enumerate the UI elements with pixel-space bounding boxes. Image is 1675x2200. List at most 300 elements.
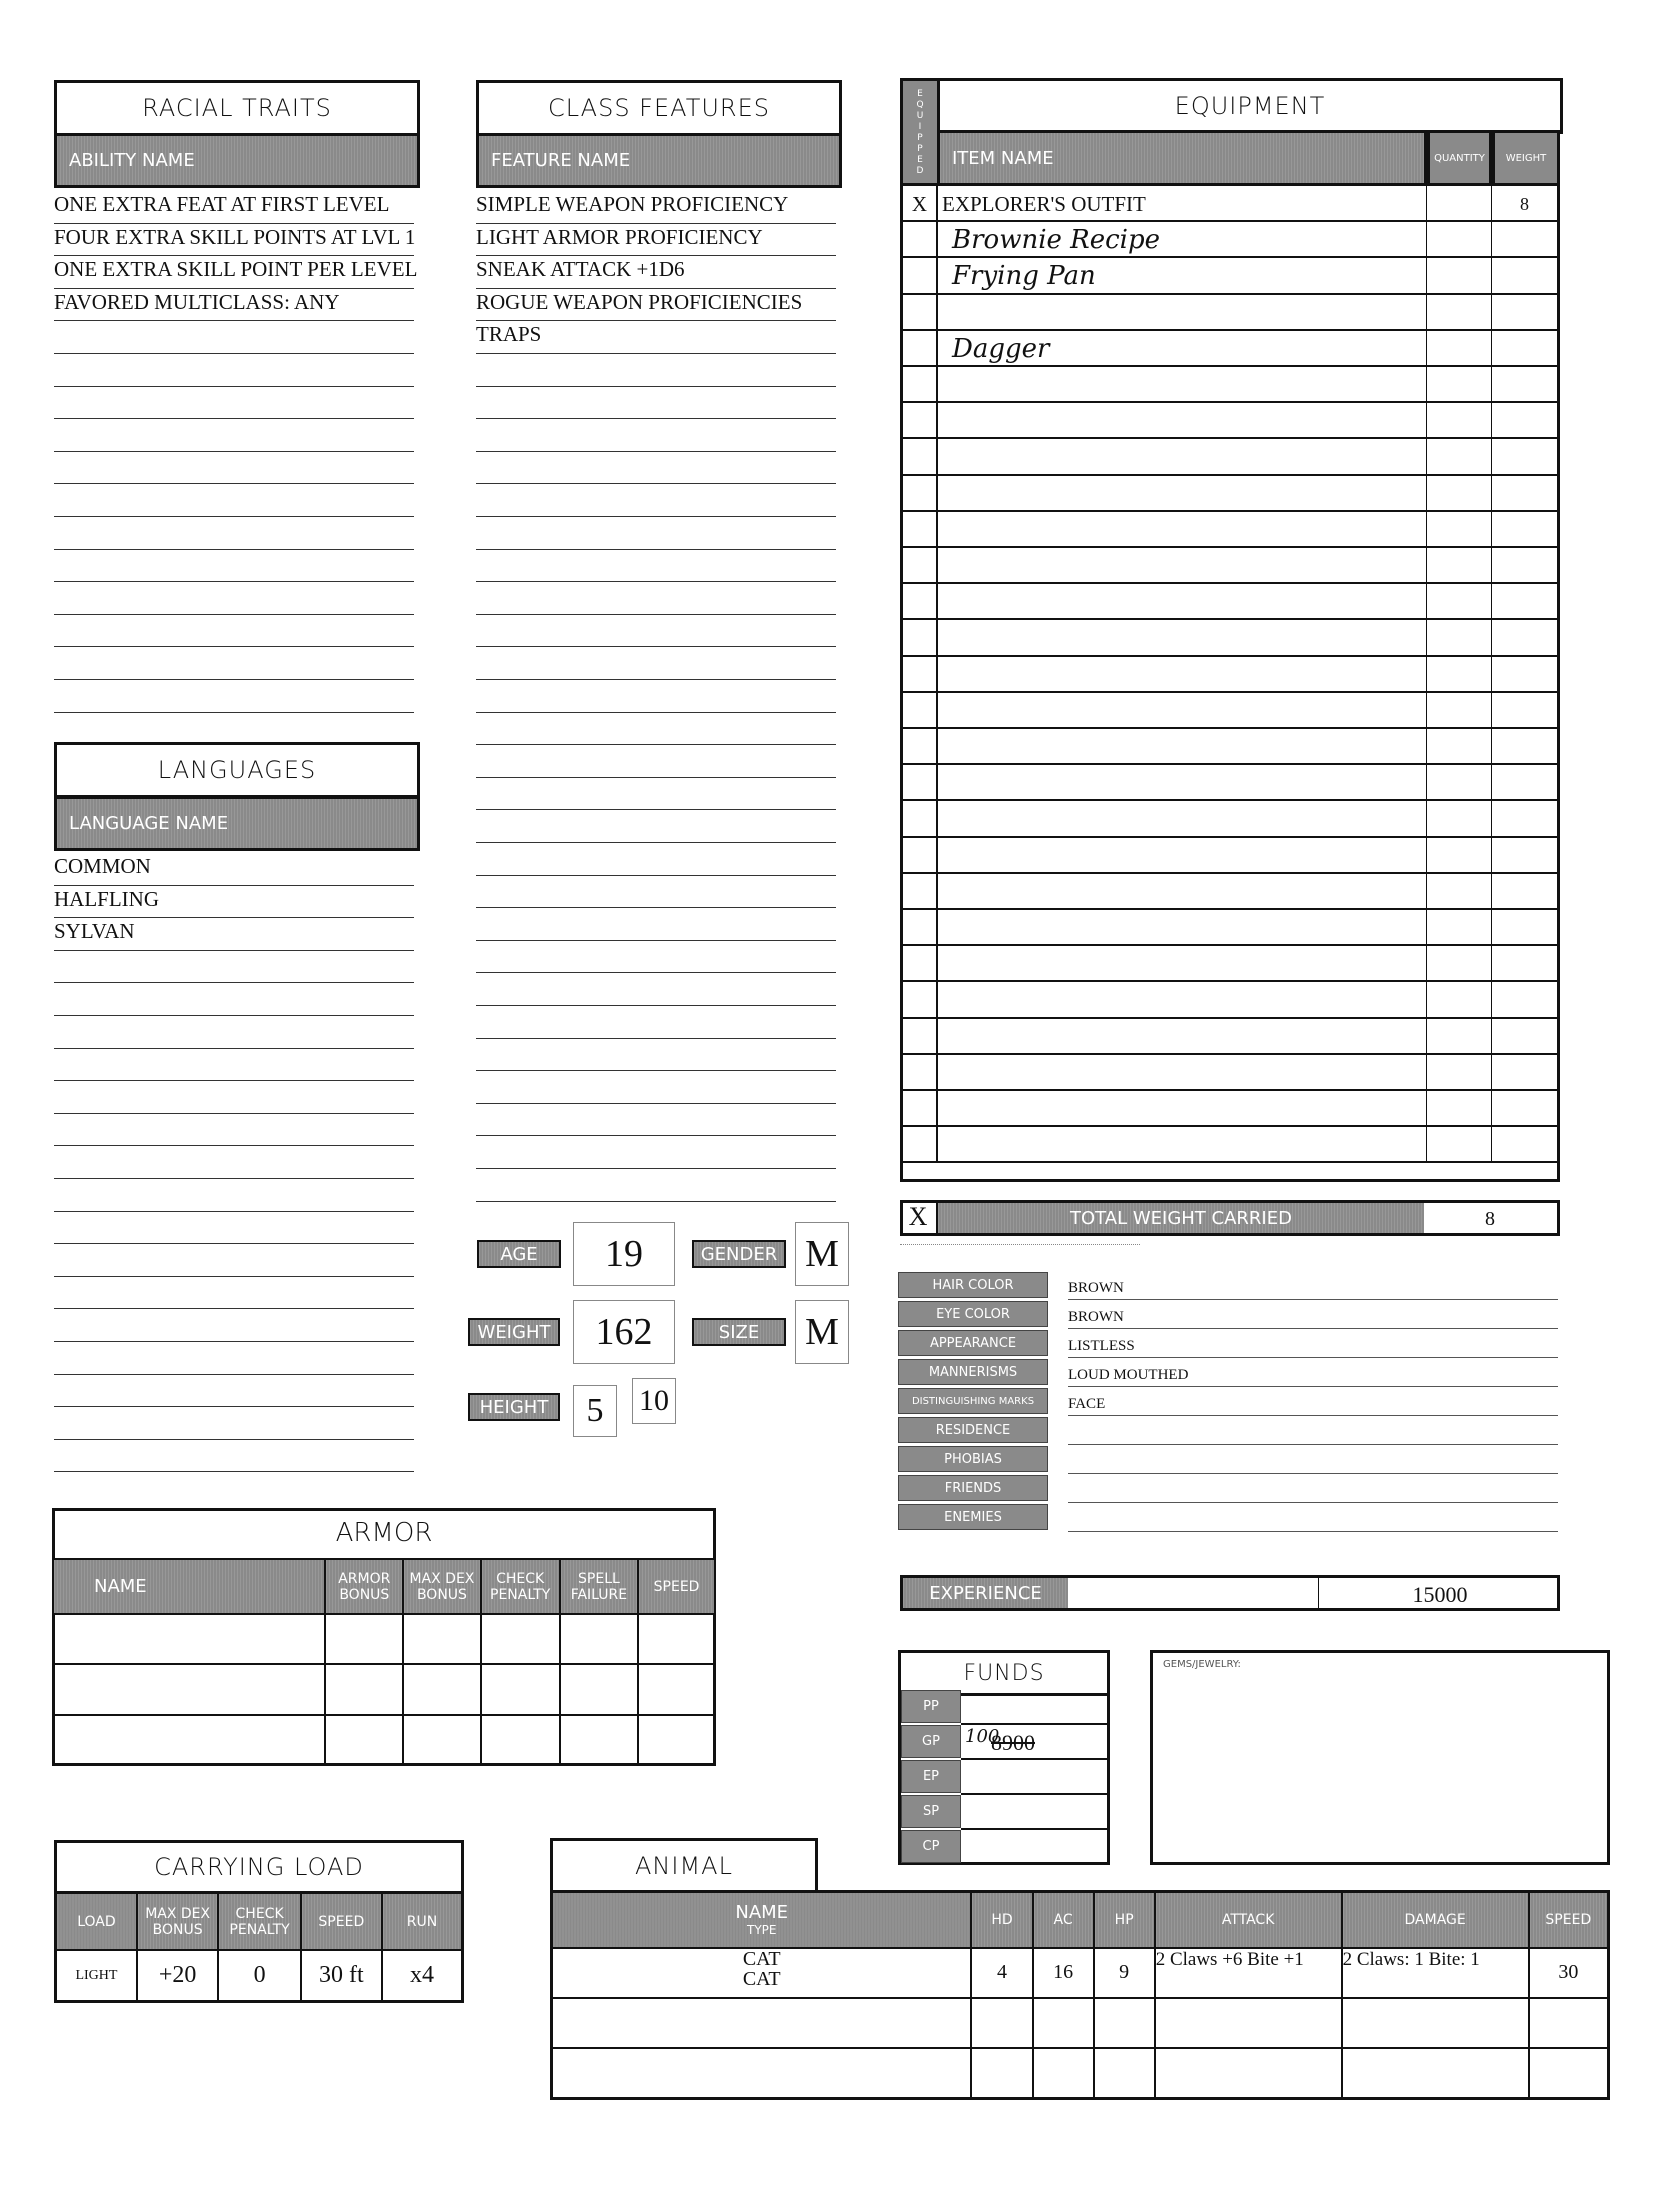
racial-trait-item: FAVORED MULTICLASS: ANY: [54, 289, 340, 314]
gender-label: GENDER: [692, 1240, 786, 1268]
ruled-line: [54, 451, 414, 452]
funds-label: SP: [901, 1795, 961, 1828]
ruled-line: [476, 1103, 836, 1104]
item-qty-cell: [1427, 620, 1492, 654]
description-label: MANNERISMS: [898, 1359, 1048, 1385]
size-value: M: [795, 1300, 849, 1364]
item-weight-cell: [1492, 1091, 1560, 1125]
load-value: LIGHT: [56, 1950, 137, 2001]
ruled-line: [54, 1439, 414, 1440]
item-qty-cell: [1427, 982, 1492, 1016]
equipment-row: [900, 222, 1560, 258]
carrying-load-title: CARRYING LOAD: [54, 1840, 464, 1894]
animal-title: ANIMAL: [550, 1838, 818, 1894]
equipment-grid: [900, 186, 1560, 1182]
funds-title: FUNDS: [898, 1650, 1110, 1696]
ruled-line: [54, 1406, 414, 1407]
armor-header-spell: SPELL FAILURE: [560, 1559, 638, 1614]
equipped-cell: [900, 1127, 938, 1161]
item-weight-cell: [1492, 946, 1560, 980]
item-weight-cell: [1492, 1019, 1560, 1053]
carrying-load-table: [54, 1891, 464, 2003]
item-qty-cell: [1427, 729, 1492, 763]
ruled-line: [54, 1276, 414, 1277]
ruled-line: [476, 320, 836, 321]
gender-value: M: [795, 1222, 849, 1286]
animal-header-name: NAME: [735, 1902, 789, 1924]
ruled-line: [54, 1015, 414, 1016]
ruled-line: [54, 483, 414, 484]
ruled-line: [54, 1308, 414, 1309]
item-weight-cell: [1492, 295, 1560, 329]
animal-type: CAT: [742, 1967, 781, 1990]
equipped-cell: [900, 765, 938, 799]
ruled-line: [476, 679, 836, 680]
description-fields: [898, 1272, 1558, 1532]
total-weight-value: 8: [1485, 1208, 1495, 1230]
ruled-line: [476, 777, 836, 778]
ruled-line: [476, 516, 836, 517]
item-weight-cell: [1492, 403, 1560, 437]
experience-divider: [1318, 1578, 1319, 1608]
funds-label: GP: [901, 1725, 961, 1758]
description-value: [1068, 1504, 1558, 1532]
description-label: APPEARANCE: [898, 1330, 1048, 1356]
ruled-line: [476, 972, 836, 973]
item-weight-cell: [1492, 222, 1560, 256]
armor-row: [53, 1664, 715, 1714]
equipment-title: EQUIPMENT: [937, 78, 1563, 134]
ruled-line: [476, 875, 836, 876]
armor-header-speed: SPEED: [638, 1559, 715, 1614]
description-value: BROWN: [1068, 1301, 1558, 1329]
ruled-line: [476, 744, 836, 745]
animal-hp: 9: [1094, 1948, 1155, 1998]
ruled-line: [54, 581, 414, 582]
item-name-cell: [938, 801, 1427, 835]
description-value: [1068, 1417, 1558, 1445]
equipment-row: [900, 874, 1560, 910]
item-qty-cell: [1427, 765, 1492, 799]
ruled-line: [54, 418, 414, 419]
load-run-value: x4: [382, 1950, 463, 2001]
ruled-line: [476, 1168, 836, 1169]
animal-header-type: TYPE: [746, 1923, 777, 1938]
class-feature-item: ROGUE WEAPON PROFICIENCIES: [476, 289, 803, 314]
animal-speed: 30: [1529, 1948, 1609, 1998]
equipped-cell: X: [900, 186, 938, 220]
equipped-cell: [900, 258, 938, 292]
ruled-line: [476, 907, 836, 908]
equipped-column-header: [900, 78, 940, 186]
equipped-cell: [900, 512, 938, 546]
racial-trait-item: FOUR EXTRA SKILL POINTS AT LVL 1: [54, 224, 416, 249]
equipment-row: [900, 1055, 1560, 1091]
item-name-cell: [938, 729, 1427, 763]
item-weight-cell: [1492, 367, 1560, 401]
age-value: 19: [573, 1222, 675, 1286]
load-header-run: RUN: [382, 1893, 463, 1951]
description-label: RESIDENCE: [898, 1417, 1048, 1443]
ruled-line: [476, 223, 836, 224]
equipped-cell: [900, 548, 938, 582]
racial-traits-header: ABILITY NAME: [54, 133, 420, 188]
description-value: FACE: [1068, 1388, 1558, 1416]
item-weight-cell: [1492, 548, 1560, 582]
animal-name-type: [552, 1948, 972, 1998]
language-item: COMMON: [54, 854, 151, 878]
item-qty-cell: [1427, 801, 1492, 835]
ruled-line: [54, 255, 414, 256]
description-value: LOUD MOUTHED: [1068, 1359, 1558, 1387]
height-label: HEIGHT: [468, 1393, 560, 1421]
height-inches: 10: [632, 1378, 676, 1424]
ruled-line: [54, 1113, 414, 1114]
description-label: FRIENDS: [898, 1475, 1048, 1501]
item-name-cell: [938, 838, 1427, 872]
item-weight-cell: [1492, 982, 1560, 1016]
funds-label: CP: [901, 1830, 961, 1863]
item-name-cell: Dagger: [938, 331, 1427, 365]
equipment-row: [900, 910, 1560, 946]
equipment-row: [900, 838, 1560, 874]
equipped-cell: [900, 838, 938, 872]
item-qty-cell: [1427, 1019, 1492, 1053]
ruled-line: [476, 451, 836, 452]
ruled-line: [476, 1038, 836, 1039]
ruled-line: [476, 386, 836, 387]
funds-amount: 8900: [991, 1730, 1035, 1755]
equipment-row: [900, 512, 1560, 548]
equipped-cell: [900, 403, 938, 437]
ruled-line: [54, 679, 414, 680]
item-name-cell: Frying Pan: [938, 258, 1427, 292]
ruled-line: [54, 288, 414, 289]
ruled-line: [54, 1178, 414, 1179]
item-qty-cell: [1427, 548, 1492, 582]
item-qty-cell: [1427, 946, 1492, 980]
item-qty-cell: [1427, 295, 1492, 329]
ruled-line: [476, 418, 836, 419]
class-feature-item: SIMPLE WEAPON PROFICIENCY: [476, 192, 789, 216]
ruled-line: [54, 712, 414, 713]
item-name-cell: [938, 367, 1427, 401]
ruled-line: [476, 353, 836, 354]
ruled-line: [476, 1005, 836, 1006]
item-name-cell: Brownie Recipe: [938, 222, 1427, 256]
description-label: HAIR COLOR: [898, 1272, 1048, 1298]
armor-table: [52, 1558, 716, 1766]
equipment-row: [900, 982, 1560, 1018]
item-qty-cell: [1427, 1127, 1492, 1161]
equipment-weight-header: WEIGHT: [1492, 130, 1560, 186]
item-name-cell: [938, 874, 1427, 908]
weight-label: WEIGHT: [468, 1318, 560, 1346]
item-name-cell: EXPLORER'S OUTFIT: [938, 186, 1427, 220]
ruled-line: [54, 1471, 414, 1472]
equipment-row: [900, 946, 1560, 982]
equipped-cell: [900, 367, 938, 401]
equipment-item-header: ITEM NAME: [937, 130, 1427, 186]
item-name-cell: [938, 1055, 1427, 1089]
age-label: AGE: [477, 1240, 561, 1268]
item-weight-cell: [1492, 693, 1560, 727]
item-weight-cell: [1492, 1127, 1560, 1161]
item-weight-cell: [1492, 476, 1560, 510]
ruled-line: [54, 1374, 414, 1375]
description-label: PHOBIAS: [898, 1446, 1048, 1472]
description-note: [900, 1244, 1140, 1249]
item-qty-cell: [1427, 1091, 1492, 1125]
animal-row-empty: [552, 2048, 1609, 2098]
equipment-row: [900, 186, 1560, 222]
item-qty-cell: [1427, 693, 1492, 727]
funds-table: [898, 1690, 1110, 1865]
equipment-row: [900, 657, 1560, 693]
equipped-cell: [900, 584, 938, 618]
gems-jewelry-box: [1150, 1650, 1610, 1865]
item-weight-cell: [1492, 729, 1560, 763]
ruled-line: [54, 320, 414, 321]
ruled-line: [54, 917, 414, 918]
item-name-cell: [938, 657, 1427, 691]
item-qty-cell: [1427, 874, 1492, 908]
animal-header-damage: DAMAGE: [1342, 1892, 1529, 1948]
equipped-cell: [900, 439, 938, 473]
armor-title: ARMOR: [335, 1518, 433, 1548]
ruled-line: [476, 646, 836, 647]
load-speed-value: 30 ft: [301, 1950, 382, 2001]
equipment-row: [900, 367, 1560, 403]
item-weight-cell: [1492, 258, 1560, 292]
item-weight-cell: [1492, 765, 1560, 799]
item-name-cell: [938, 403, 1427, 437]
armor-header-maxdex: MAX DEX BONUS: [403, 1559, 480, 1614]
equipment-row: [900, 765, 1560, 801]
item-name-cell: [938, 295, 1427, 329]
ruled-line: [476, 1135, 836, 1136]
armor-header-check: CHECK PENALTY: [481, 1559, 560, 1614]
load-header-speed: SPEED: [301, 1893, 382, 1951]
equipment-row: [900, 693, 1560, 729]
animal-row-empty: [552, 1998, 1609, 2048]
item-weight-cell: [1492, 584, 1560, 618]
ruled-line: [54, 1145, 414, 1146]
item-weight-cell: [1492, 910, 1560, 944]
item-qty-cell: [1427, 439, 1492, 473]
item-name-cell: [938, 982, 1427, 1016]
description-value: BROWN: [1068, 1272, 1558, 1300]
languages-list: [54, 856, 414, 1476]
item-weight-cell: [1492, 874, 1560, 908]
item-qty-cell: [1427, 476, 1492, 510]
class-features-list: [476, 194, 836, 1194]
ruled-line: [54, 1341, 414, 1342]
equipped-cell: [900, 1091, 938, 1125]
equipment-qty-header: QUANTITY: [1427, 130, 1492, 186]
item-qty-cell: [1427, 367, 1492, 401]
description-value: LISTLESS: [1068, 1330, 1558, 1358]
item-qty-cell: [1427, 331, 1492, 365]
ruled-line: [476, 712, 836, 713]
ruled-line: [54, 1080, 414, 1081]
item-qty-cell: [1427, 512, 1492, 546]
load-header-check: CHECK PENALTY: [218, 1893, 300, 1951]
equipped-cell: [900, 620, 938, 654]
item-name-cell: [938, 765, 1427, 799]
height-feet: 5: [573, 1385, 617, 1437]
item-weight-cell: [1492, 657, 1560, 691]
item-name-cell: [938, 1091, 1427, 1125]
ruled-line: [476, 1201, 836, 1202]
class-features-title: CLASS FEATURES: [476, 80, 842, 136]
ruled-line: [54, 549, 414, 550]
ruled-line: [476, 842, 836, 843]
ruled-line: [54, 223, 414, 224]
item-weight-cell: [1492, 1055, 1560, 1089]
ruled-line: [54, 353, 414, 354]
equipped-cell: [900, 946, 938, 980]
ruled-line: [476, 288, 836, 289]
funds-value: [961, 1795, 1107, 1830]
armor-row: [53, 1614, 715, 1664]
ruled-line: [476, 614, 836, 615]
ruled-line: [54, 386, 414, 387]
item-name-cell: [938, 620, 1427, 654]
description-label: EYE COLOR: [898, 1301, 1048, 1327]
equipment-row: [900, 1091, 1560, 1127]
ruled-line: [476, 809, 836, 810]
equipped-cell: [900, 729, 938, 763]
animal-header-name-type: [552, 1892, 972, 1948]
equipment-row: [900, 801, 1560, 837]
equipment-row: [900, 295, 1560, 331]
item-name-cell: [938, 693, 1427, 727]
ruled-line: [54, 982, 414, 983]
item-qty-cell: [1427, 657, 1492, 691]
funds-label: PP: [901, 1690, 961, 1723]
armor-header-bonus: ARMOR BONUS: [325, 1559, 403, 1614]
ruled-line: [476, 1070, 836, 1071]
language-item: HALFLING: [54, 886, 159, 911]
equipment-row: [900, 620, 1560, 656]
equipment-row: [900, 403, 1560, 439]
item-qty-cell: [1427, 910, 1492, 944]
size-label: SIZE: [692, 1318, 786, 1346]
equipment-row: [900, 729, 1560, 765]
gems-jewelry-label: GEMS/JEWELRY:: [1163, 1659, 1241, 1670]
animal-table: [550, 1890, 1610, 2100]
ruled-line: [54, 516, 414, 517]
funds-value: [961, 1725, 1107, 1760]
item-qty-cell: [1427, 1055, 1492, 1089]
equipment-row: [900, 548, 1560, 584]
equipment-row: [900, 1127, 1560, 1163]
item-weight-cell: [1492, 838, 1560, 872]
equipped-cell: [900, 476, 938, 510]
equipped-cell: [900, 874, 938, 908]
animal-attack: 2 Claws +6 Bite +1: [1155, 1948, 1342, 1998]
armor-header-name: NAME: [53, 1559, 325, 1614]
ruled-line: [476, 255, 836, 256]
description-label: DISTINGUISHING MARKS: [898, 1388, 1048, 1414]
class-feature-item: TRAPS: [476, 322, 542, 347]
animal-damage: 2 Claws: 1 Bite: 1: [1342, 1948, 1529, 1998]
language-item: SYLVAN: [54, 919, 135, 944]
racial-trait-item: ONE EXTRA SKILL POINT PER LEVEL: [54, 257, 418, 282]
racial-traits-title: RACIAL TRAITS: [54, 80, 420, 136]
item-qty-cell: [1427, 584, 1492, 618]
equipped-cell: [900, 331, 938, 365]
ruled-line: [476, 581, 836, 582]
item-weight-cell: [1492, 439, 1560, 473]
item-name-cell: [938, 476, 1427, 510]
ruled-line: [476, 483, 836, 484]
item-weight-cell: [1492, 512, 1560, 546]
animal-ac: 16: [1033, 1948, 1094, 1998]
animal-header-hp: HP: [1094, 1892, 1155, 1948]
item-qty-cell: [1427, 838, 1492, 872]
item-qty-cell: [1427, 403, 1492, 437]
load-header-maxdex: MAX DEX BONUS: [137, 1893, 219, 1951]
item-qty-cell: [1427, 186, 1492, 220]
equipment-row: [900, 258, 1560, 294]
class-features-header: FEATURE NAME: [476, 133, 842, 188]
description-value: [1068, 1446, 1558, 1474]
item-weight-cell: [1492, 331, 1560, 365]
equipment-row: [900, 584, 1560, 620]
weight-value: 162: [573, 1300, 675, 1364]
animal-header-ac: AC: [1033, 1892, 1094, 1948]
equipment-row: [900, 439, 1560, 475]
ruled-line: [476, 549, 836, 550]
item-name-cell: [938, 1019, 1427, 1053]
class-feature-item: SNEAK ATTACK +1D6: [476, 257, 685, 282]
item-weight-cell: [1492, 620, 1560, 654]
animal-header-speed: SPEED: [1529, 1892, 1609, 1948]
experience-label: EXPERIENCE: [903, 1578, 1068, 1608]
item-name-cell: [938, 548, 1427, 582]
item-qty-cell: [1427, 258, 1492, 292]
equipped-cell: [900, 910, 938, 944]
item-qty-cell: [1427, 222, 1492, 256]
racial-trait-item: ONE EXTRA FEAT AT FIRST LEVEL: [54, 192, 390, 216]
equipped-cell: [900, 1055, 938, 1089]
equipped-label: EQUIPPED: [916, 89, 924, 176]
equipped-cell: [900, 222, 938, 256]
load-check-value: 0: [218, 1950, 300, 2001]
ruled-line: [54, 1048, 414, 1049]
ruled-line: [54, 1211, 414, 1212]
animal-hd: 4: [971, 1948, 1032, 1998]
funds-value: [961, 1760, 1107, 1795]
load-maxdex-value: +20: [137, 1950, 219, 2001]
animal-header-attack: ATTACK: [1155, 1892, 1342, 1948]
ruled-line: [476, 940, 836, 941]
item-name-cell: [938, 1127, 1427, 1161]
item-name-cell: [938, 584, 1427, 618]
ruled-line: [54, 1243, 414, 1244]
equipped-cell: [900, 657, 938, 691]
armor-row: [53, 1715, 715, 1765]
item-name-cell: [938, 439, 1427, 473]
item-weight-cell: [1492, 801, 1560, 835]
total-weight-check: X: [900, 1200, 938, 1236]
item-name-cell: [938, 946, 1427, 980]
equipment-row: [900, 331, 1560, 367]
equipped-cell: [900, 693, 938, 727]
experience-value: 15000: [1412, 1582, 1468, 1607]
